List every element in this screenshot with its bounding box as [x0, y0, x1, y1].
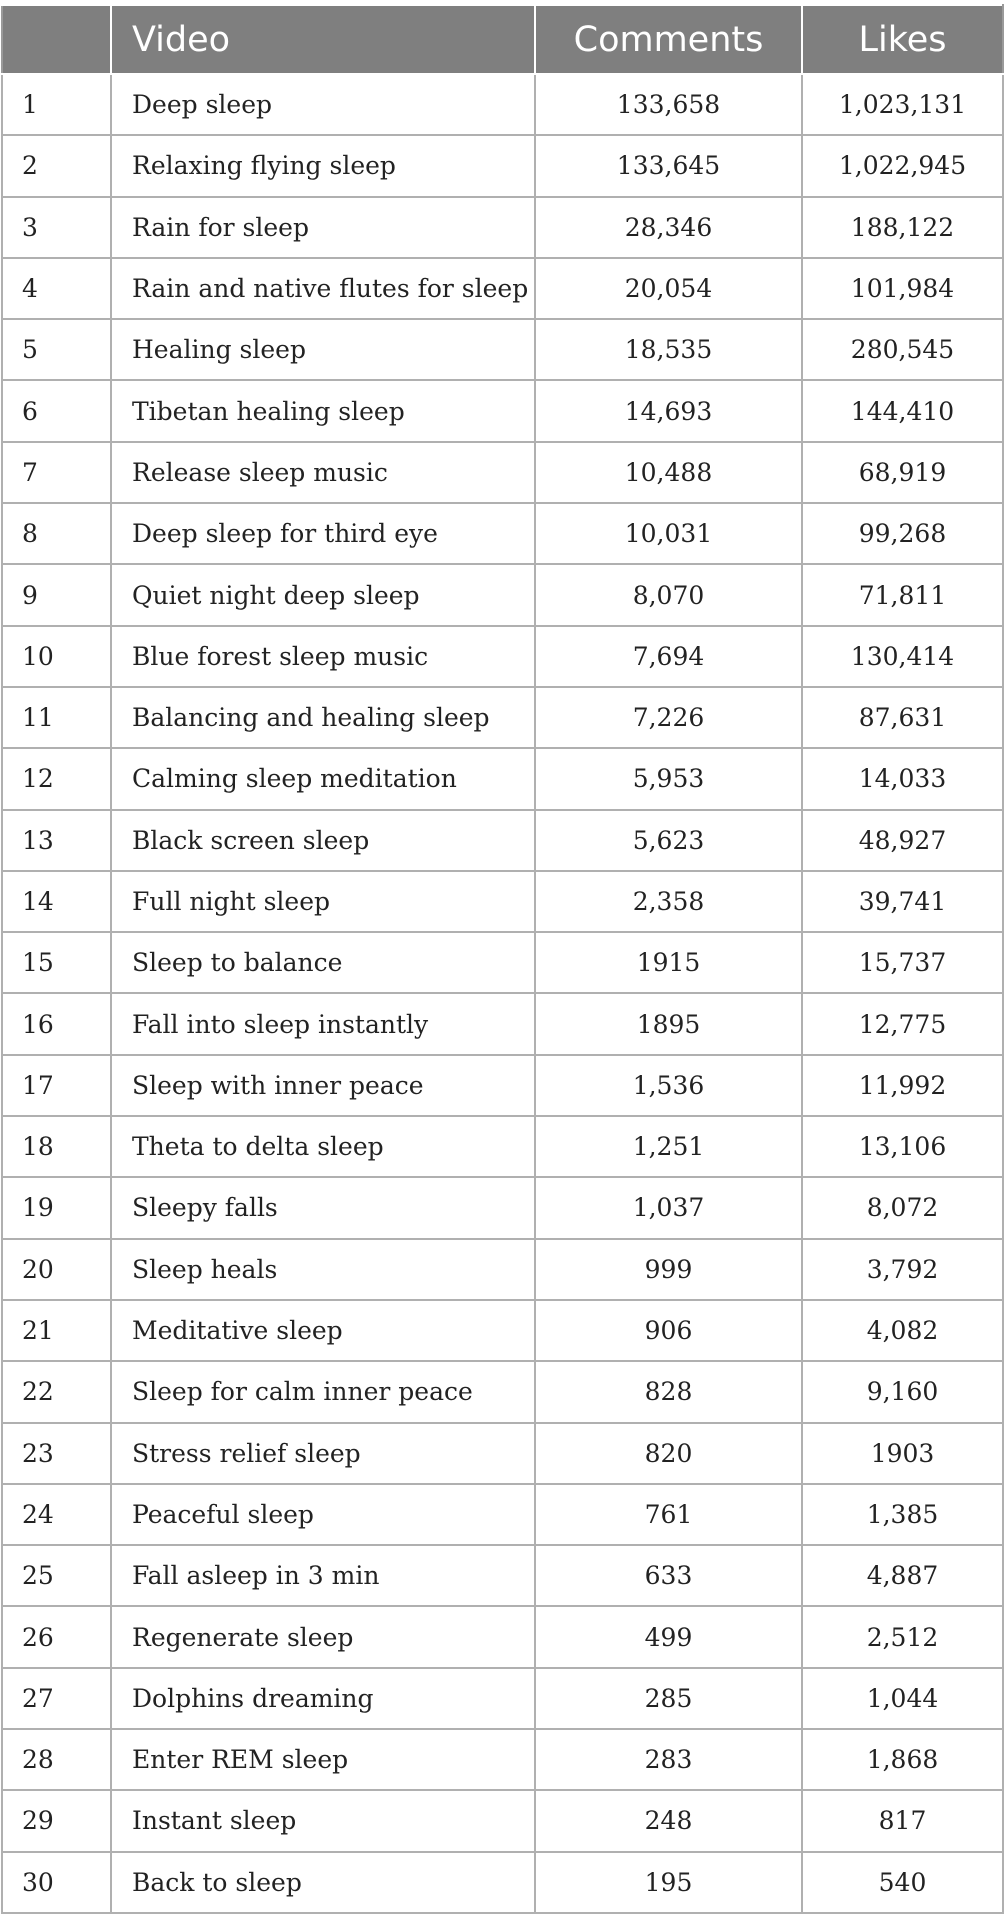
row-index-cell: 23 — [2, 1423, 111, 1484]
video-title-cell: Back to sleep — [111, 1852, 535, 1913]
comments-count-cell: 10,031 — [535, 503, 802, 564]
video-title-cell: Sleep heals — [111, 1239, 535, 1300]
likes-count-cell: 71,811 — [802, 564, 1003, 625]
likes-count-cell: 188,122 — [802, 197, 1003, 258]
table-row — [2, 1116, 1003, 1177]
table-row — [2, 135, 1003, 196]
row-index-cell: 4 — [2, 258, 111, 319]
table-row — [2, 442, 1003, 503]
video-title-cell: Deep sleep — [111, 74, 535, 135]
row-index-cell: 24 — [2, 1484, 111, 1545]
comments-count-cell: 28,346 — [535, 197, 802, 258]
row-index-cell: 19 — [2, 1177, 111, 1238]
table-row — [2, 1668, 1003, 1729]
comments-count-cell: 5,953 — [535, 748, 802, 809]
row-index-cell: 25 — [2, 1545, 111, 1606]
likes-count-cell: 280,545 — [802, 319, 1003, 380]
video-title-cell: Sleep for calm inner peace — [111, 1361, 535, 1422]
row-index-cell: 26 — [2, 1606, 111, 1667]
table-row — [2, 380, 1003, 441]
likes-count-cell: 99,268 — [802, 503, 1003, 564]
comments-count-cell: 2,358 — [535, 871, 802, 932]
row-index-cell: 21 — [2, 1300, 111, 1361]
likes-count-cell: 1,868 — [802, 1729, 1003, 1790]
comments-count-cell: 499 — [535, 1606, 802, 1667]
likes-count-cell: 144,410 — [802, 380, 1003, 441]
comments-count-cell: 1,536 — [535, 1055, 802, 1116]
table-row — [2, 258, 1003, 319]
video-title-cell: Full night sleep — [111, 871, 535, 932]
comments-count-cell: 285 — [535, 1668, 802, 1729]
row-index-cell: 13 — [2, 810, 111, 871]
row-index-cell: 27 — [2, 1668, 111, 1729]
row-index-cell: 28 — [2, 1729, 111, 1790]
likes-count-cell: 1903 — [802, 1423, 1003, 1484]
video-title-cell: Rain for sleep — [111, 197, 535, 258]
row-index-cell: 12 — [2, 748, 111, 809]
likes-count-cell: 11,992 — [802, 1055, 1003, 1116]
video-stats-table — [1, 4, 1004, 1914]
likes-count-cell: 9,160 — [802, 1361, 1003, 1422]
likes-count-cell: 130,414 — [802, 626, 1003, 687]
table-row — [2, 1606, 1003, 1667]
video-title-cell: Calming sleep meditation — [111, 748, 535, 809]
likes-count-cell: 4,082 — [802, 1300, 1003, 1361]
comments-count-cell: 1895 — [535, 993, 802, 1054]
header-likes: Likes — [802, 5, 1003, 74]
comments-count-cell: 283 — [535, 1729, 802, 1790]
comments-count-cell: 195 — [535, 1852, 802, 1913]
video-title-cell: Black screen sleep — [111, 810, 535, 871]
row-index-cell: 3 — [2, 197, 111, 258]
comments-count-cell: 1,037 — [535, 1177, 802, 1238]
comments-count-cell: 999 — [535, 1239, 802, 1300]
comments-count-cell: 5,623 — [535, 810, 802, 871]
likes-count-cell: 39,741 — [802, 871, 1003, 932]
table-row — [2, 1300, 1003, 1361]
table-row — [2, 503, 1003, 564]
header-video: Video — [111, 5, 535, 74]
comments-count-cell: 906 — [535, 1300, 802, 1361]
row-index-cell: 18 — [2, 1116, 111, 1177]
video-title-cell: Stress relief sleep — [111, 1423, 535, 1484]
table-row — [2, 932, 1003, 993]
header-comments: Comments — [535, 5, 802, 74]
row-index-cell: 16 — [2, 993, 111, 1054]
table-row — [2, 687, 1003, 748]
video-title-cell: Sleep to balance — [111, 932, 535, 993]
table-row — [2, 810, 1003, 871]
comments-count-cell: 20,054 — [535, 258, 802, 319]
header-row — [2, 5, 1003, 74]
row-index-cell: 2 — [2, 135, 111, 196]
video-title-cell: Balancing and healing sleep — [111, 687, 535, 748]
likes-count-cell: 14,033 — [802, 748, 1003, 809]
video-title-cell: Relaxing flying sleep — [111, 135, 535, 196]
table-row — [2, 1545, 1003, 1606]
video-title-cell: Fall asleep in 3 min — [111, 1545, 535, 1606]
row-index-cell: 15 — [2, 932, 111, 993]
comments-count-cell: 1,251 — [535, 1116, 802, 1177]
table-row — [2, 993, 1003, 1054]
video-title-cell: Sleep with inner peace — [111, 1055, 535, 1116]
likes-count-cell: 4,887 — [802, 1545, 1003, 1606]
video-title-cell: Regenerate sleep — [111, 1606, 535, 1667]
row-index-cell: 10 — [2, 626, 111, 687]
comments-count-cell: 10,488 — [535, 442, 802, 503]
video-title-cell: Fall into sleep instantly — [111, 993, 535, 1054]
likes-count-cell: 8,072 — [802, 1177, 1003, 1238]
row-index-cell: 8 — [2, 503, 111, 564]
table-row — [2, 197, 1003, 258]
video-title-cell: Theta to delta sleep — [111, 1116, 535, 1177]
table-row — [2, 1055, 1003, 1116]
table-row — [2, 1423, 1003, 1484]
likes-count-cell: 101,984 — [802, 258, 1003, 319]
video-title-cell: Rain and native flutes for sleep — [111, 258, 535, 319]
header-index — [2, 5, 111, 74]
video-title-cell: Instant sleep — [111, 1790, 535, 1851]
row-index-cell: 11 — [2, 687, 111, 748]
comments-count-cell: 820 — [535, 1423, 802, 1484]
likes-count-cell: 817 — [802, 1790, 1003, 1851]
likes-count-cell: 1,023,131 — [802, 74, 1003, 135]
row-index-cell: 17 — [2, 1055, 111, 1116]
table-row — [2, 74, 1003, 135]
video-title-cell: Blue forest sleep music — [111, 626, 535, 687]
comments-count-cell: 1915 — [535, 932, 802, 993]
table-body — [2, 74, 1003, 1913]
table-row — [2, 1239, 1003, 1300]
comments-count-cell: 133,658 — [535, 74, 802, 135]
row-index-cell: 20 — [2, 1239, 111, 1300]
likes-count-cell: 3,792 — [802, 1239, 1003, 1300]
video-title-cell: Sleepy falls — [111, 1177, 535, 1238]
likes-count-cell: 13,106 — [802, 1116, 1003, 1177]
video-title-cell: Quiet night deep sleep — [111, 564, 535, 625]
video-title-cell: Peaceful sleep — [111, 1484, 535, 1545]
video-title-cell: Healing sleep — [111, 319, 535, 380]
table-row — [2, 1361, 1003, 1422]
row-index-cell: 22 — [2, 1361, 111, 1422]
table-row — [2, 1177, 1003, 1238]
video-title-cell: Tibetan healing sleep — [111, 380, 535, 441]
table-row — [2, 1484, 1003, 1545]
table-row — [2, 319, 1003, 380]
comments-count-cell: 133,645 — [535, 135, 802, 196]
video-title-cell: Meditative sleep — [111, 1300, 535, 1361]
row-index-cell: 7 — [2, 442, 111, 503]
likes-count-cell: 2,512 — [802, 1606, 1003, 1667]
video-title-cell: Release sleep music — [111, 442, 535, 503]
comments-count-cell: 14,693 — [535, 380, 802, 441]
video-title-cell: Deep sleep for third eye — [111, 503, 535, 564]
comments-count-cell: 828 — [535, 1361, 802, 1422]
comments-count-cell: 7,694 — [535, 626, 802, 687]
comments-count-cell: 8,070 — [535, 564, 802, 625]
comments-count-cell: 7,226 — [535, 687, 802, 748]
table-row — [2, 1729, 1003, 1790]
row-index-cell: 6 — [2, 380, 111, 441]
table-row — [2, 1852, 1003, 1913]
likes-count-cell: 87,631 — [802, 687, 1003, 748]
likes-count-cell: 68,919 — [802, 442, 1003, 503]
likes-count-cell: 15,737 — [802, 932, 1003, 993]
table-row — [2, 564, 1003, 625]
likes-count-cell: 1,385 — [802, 1484, 1003, 1545]
table-header — [2, 5, 1003, 74]
row-index-cell: 14 — [2, 871, 111, 932]
likes-count-cell: 12,775 — [802, 993, 1003, 1054]
row-index-cell: 30 — [2, 1852, 111, 1913]
comments-count-cell: 248 — [535, 1790, 802, 1851]
likes-count-cell: 1,044 — [802, 1668, 1003, 1729]
row-index-cell: 29 — [2, 1790, 111, 1851]
table-row — [2, 1790, 1003, 1851]
table-row — [2, 748, 1003, 809]
comments-count-cell: 18,535 — [535, 319, 802, 380]
video-title-cell: Enter REM sleep — [111, 1729, 535, 1790]
likes-count-cell: 1,022,945 — [802, 135, 1003, 196]
table-row — [2, 626, 1003, 687]
row-index-cell: 5 — [2, 319, 111, 380]
row-index-cell: 1 — [2, 74, 111, 135]
comments-count-cell: 761 — [535, 1484, 802, 1545]
table-row — [2, 871, 1003, 932]
video-title-cell: Dolphins dreaming — [111, 1668, 535, 1729]
row-index-cell: 9 — [2, 564, 111, 625]
comments-count-cell: 633 — [535, 1545, 802, 1606]
likes-count-cell: 48,927 — [802, 810, 1003, 871]
likes-count-cell: 540 — [802, 1852, 1003, 1913]
